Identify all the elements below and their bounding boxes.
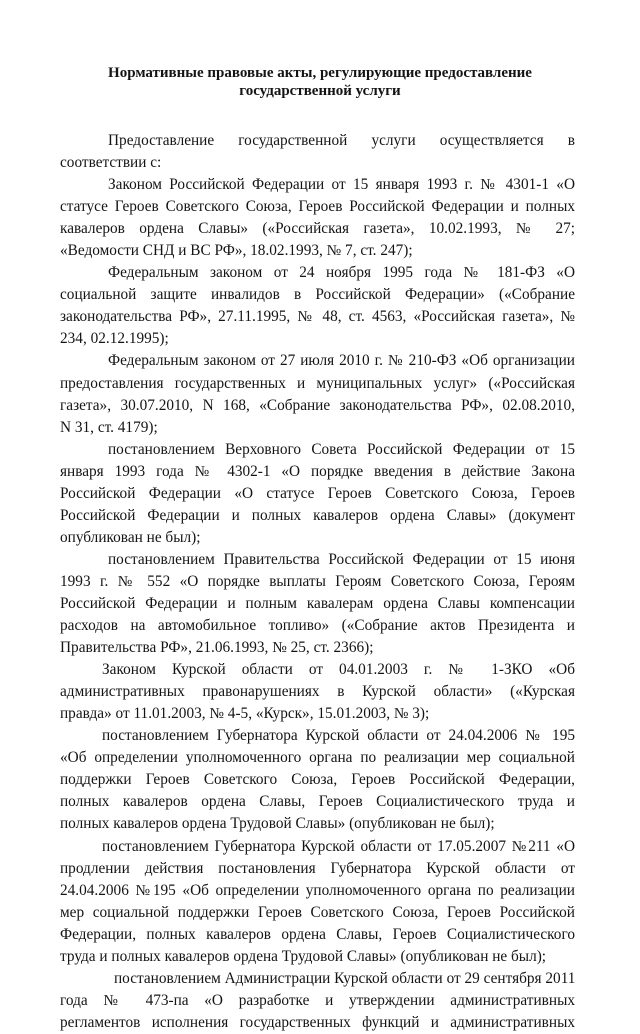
body-text-line: административных правонарушениях в Курской области» («Курская [60, 683, 575, 701]
body-text-line: постановлением Правительства Российской Федерации от 15 июня [108, 550, 575, 568]
document-title-line-2: государственной услуги [239, 83, 401, 99]
body-text-line: регламентов исполнения государственных функций и административных [60, 1013, 575, 1031]
body-text-line: Правительства РФ», 21.06.1993, № 25, ст. 2366); [60, 639, 374, 657]
body-text-line: Законом Российской Федерации от 15 января 1993 г. № 4301-1 «О [108, 176, 575, 194]
body-text-line: правда» от 11.01.2003, № 4-5, «Курск», 15.01.2003, № 3); [60, 705, 430, 723]
body-text-line: полных кавалеров ордена Славы, Героев Социалистического труда и [60, 793, 575, 811]
document-title-line-1: Нормативные правовые акты, регулирующие предоставление [108, 65, 532, 81]
body-text-line: статусе Героев Советского Союза, Героев Российской Федерации и полных [60, 198, 575, 216]
body-text-line: Федеральным законом от 27 июля 2010 г. № 210-ФЗ «Об организации [108, 352, 575, 370]
body-text-line: «Ведомости СНД и ВС РФ», 18.02.1993, № 7, ст. 247); [60, 242, 413, 260]
body-text-line: 24.04.2006 №195 «Об определении уполномоченного органа по реализации [60, 881, 575, 899]
document-body [60, 130, 575, 1034]
body-text-line: года № 473-па «О разработке и утверждении административных [60, 991, 575, 1009]
body-text-line: Законом Курской области от 04.01.2003 г. № 1-ЗКО «Об [102, 661, 575, 679]
body-text-line: января 1993 года № 4302-1 «О порядке введения в действие Закона [60, 462, 575, 480]
body-text-line: постановлением Администрации Курской области от 29 сентября 2011 [114, 969, 575, 987]
body-text-line: постановлением Губернатора Курской области от 17.05.2007 №211 «О [102, 837, 575, 855]
body-text-line: мер социальной поддержки Героев Советского Союза, Героев Российской [60, 903, 575, 921]
body-text-line: постановлением Верховного Совета Российской Федерации от 15 [108, 440, 575, 458]
body-text-line: Федеральным законом от 24 ноября 1995 года № 181-ФЗ «О [108, 264, 575, 282]
body-text-line: N 31, ст. 4179); [60, 418, 158, 436]
body-text-line: социальной защите инвалидов в Российской Федерации» («Собрание [60, 286, 575, 304]
body-text-line: предоставления государственных и муниципальных услуг» («Российская [60, 374, 575, 392]
body-text-line: полных кавалеров ордена Трудовой Славы» (опубликован не был); [60, 815, 495, 833]
body-text-line: законодательства РФ», 27.11.1995, № 48, ст. 4563, «Российская газета», № [60, 308, 575, 326]
body-text-line: расходов на автомобильное топливо» («Собрание актов Президента и [60, 617, 575, 635]
body-text-line: кавалеров ордена Славы» («Российская газета», 10.02.1993, № 27; [60, 220, 575, 238]
body-text-line: соответствии с: [60, 154, 162, 172]
body-text-line: 234, 02.12.1995); [60, 330, 169, 348]
body-text-line: опубликован не был); [60, 528, 201, 546]
body-text-line: поддержки Героев Советского Союза, Героев Российской Федерации, [60, 771, 575, 789]
body-text-line: Российской Федерации «О статусе Героев Советского Союза, Героев [60, 484, 575, 502]
body-text-line: продлении действия постановления Губернатора Курской области от [60, 859, 575, 877]
body-text-line: «Об определении уполномоченного органа по реализации мер социальной [60, 749, 575, 767]
body-text-line: труда и полных кавалеров ордена Трудовой Славы» (опубликован не был); [60, 947, 547, 965]
body-text-line: газета», 30.07.2010, N 168, «Собрание законодательства РФ», 02.08.2010, [60, 396, 575, 414]
body-text-line: 1993 г. № 552 «О порядке выплаты Героям Советского Союза, Героям [60, 572, 575, 590]
body-text-line: Предоставление государственной услуги осуществляется в [108, 132, 575, 149]
body-text-line: Российской Федерации и полных кавалеров ордена Славы» (документ [60, 506, 575, 524]
body-text-line: Российской Федерации и полным кавалерам ордена Славы компенсации [60, 594, 575, 612]
body-text-line: постановлением Губернатора Курской области от 24.04.2006 № 195 [102, 727, 575, 745]
body-text-line: Федерации, полных кавалеров ордена Славы, Героев Социалистического [60, 925, 575, 943]
